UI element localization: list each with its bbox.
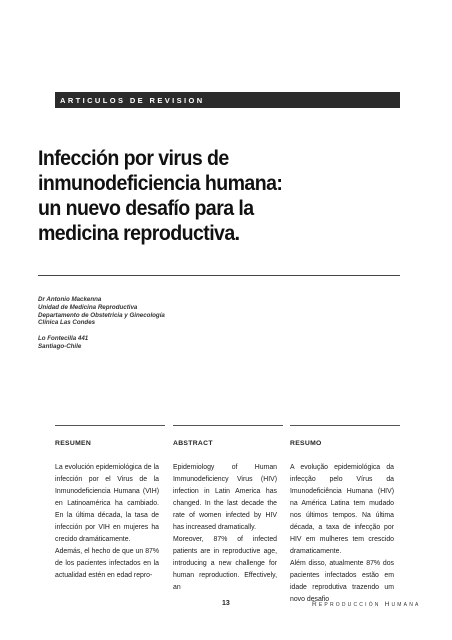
author-clinic: Clínica Las Condes bbox=[38, 319, 96, 327]
column-divider bbox=[173, 425, 283, 426]
author-city: Santiago-Chile bbox=[38, 342, 82, 350]
paragraph: Además, el hecho de que un 87% de los pacientes infectados en la actualidad estén en edad repro- bbox=[55, 548, 159, 579]
page-number: 13 bbox=[222, 600, 230, 607]
resumo-text bbox=[290, 462, 394, 606]
journal-name: Reproducción Humana bbox=[312, 601, 421, 608]
paragraph: Moreover, 87% of infected patients are in reproductive age, introducing a new challenge for human reproduction. Effectively, an bbox=[173, 536, 277, 591]
title-line: inmunodeficiencia humana: bbox=[38, 172, 283, 195]
section-label: ARTICULOS DE REVISION bbox=[60, 95, 205, 105]
column-divider bbox=[290, 425, 400, 426]
paragraph: Epidemiology of Human Immunodeficiency Virus (HIV) infection in Latin America has changed. In the last decade the rate of women infected by HIV has increased dramatically. bbox=[173, 464, 277, 531]
resumo-heading: RESUMO bbox=[290, 440, 322, 447]
abstract-text bbox=[173, 462, 277, 594]
abstract-heading: ABSTRACT bbox=[173, 440, 213, 447]
paragraph: A evolução epidemiológica da infecção pelo Vírus da Imunodeficiência Humana (HIV) na América Latina tem mudado nos últimos tempos. Na última década, a taxa de infecção por HIV em mulheres tem crescido dramaticamente. bbox=[290, 464, 394, 555]
author-unit: Unidad de Medicina Reproductiva bbox=[38, 303, 138, 311]
title-line: Infección por virus de bbox=[38, 147, 229, 170]
author-department: Departamento de Obstetricia y Ginecología bbox=[38, 311, 165, 319]
title-divider bbox=[38, 275, 400, 276]
title-line: un nuevo desafío para la bbox=[38, 197, 254, 220]
paragraph: Além disso, atualmente 87% dos pacientes infectados estão em idade reprodutiva trazendo um novo desafio bbox=[290, 560, 394, 603]
author-name: Dr Antonio Mackenna bbox=[38, 296, 102, 303]
section-band bbox=[55, 92, 400, 108]
author-block bbox=[38, 296, 288, 351]
title-line: medicina reproductiva. bbox=[38, 222, 240, 245]
resumen-heading: RESUMEN bbox=[55, 440, 92, 447]
paragraph: La evolución epidemiológica de la infección por el Virus de la Inmunodeficiencia Humana (VIH) en Latinoamérica ha cambiado. En la última década, la tasa de infección por VIH en mujeres ha crecido dramáticamente. bbox=[55, 464, 159, 543]
column-divider bbox=[55, 425, 165, 426]
article-title bbox=[38, 146, 391, 246]
author-address: Lo Fontecilla 441 bbox=[38, 335, 89, 343]
resumen-text bbox=[55, 462, 159, 582]
